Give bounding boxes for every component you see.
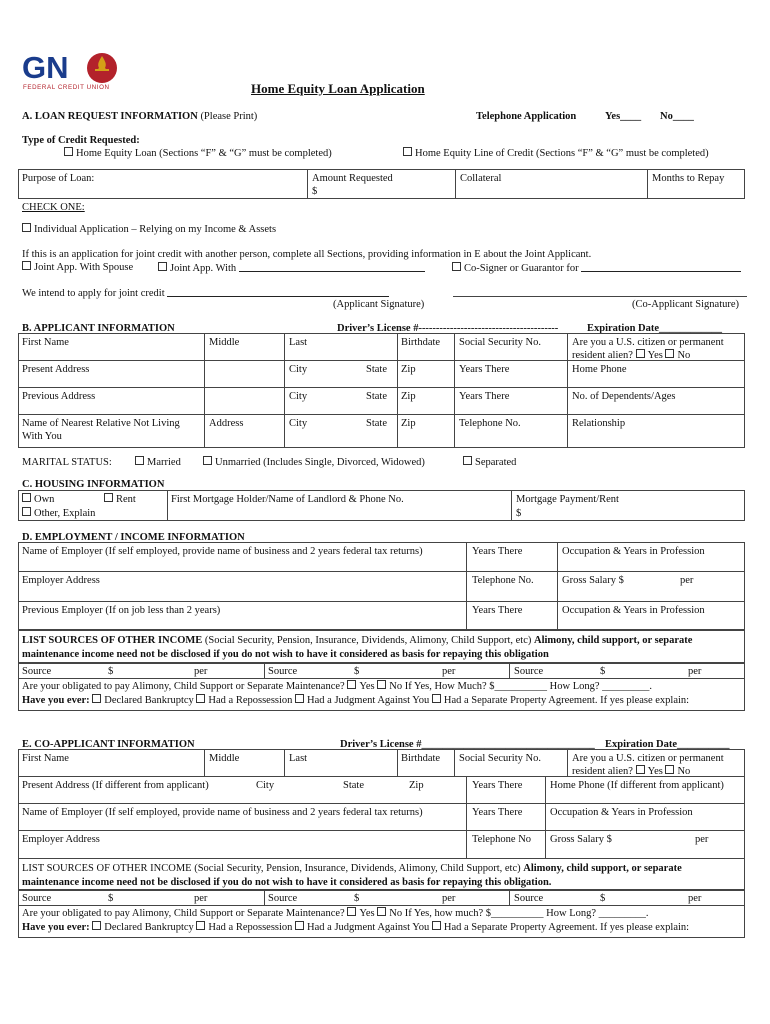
co-birthdate-field[interactable]: Birthdate bbox=[401, 753, 441, 764]
telephone-app-no[interactable]: No____ bbox=[660, 111, 694, 122]
checkbox-icon[interactable] bbox=[377, 907, 386, 916]
checkbox-icon[interactable] bbox=[432, 921, 441, 930]
option-joint-spouse[interactable]: Joint App. With Spouse bbox=[22, 261, 133, 274]
co-zip-field[interactable]: Zip bbox=[409, 780, 424, 791]
amount-dollar: $ bbox=[312, 186, 318, 197]
income-source-3-per: per bbox=[688, 666, 702, 677]
income-source-2-dollar: $ bbox=[354, 666, 360, 677]
checkbox-icon[interactable] bbox=[665, 349, 674, 358]
occupation-field[interactable]: Occupation & Years in Profession bbox=[562, 546, 705, 557]
svg-text:FEDERAL CREDIT UNION: FEDERAL CREDIT UNION bbox=[23, 84, 110, 91]
drivers-license-field[interactable]: Driver’s License #---------------------------------------- bbox=[337, 323, 559, 334]
months-to-repay-field[interactable]: Months to Repay bbox=[652, 173, 725, 184]
option-cosigner[interactable]: Co-Signer or Guarantor for bbox=[452, 261, 741, 275]
checkbox-icon[interactable] bbox=[377, 680, 386, 689]
income-source-2-per: per bbox=[442, 666, 456, 677]
checkbox-icon[interactable] bbox=[295, 694, 304, 703]
prev-occupation-field[interactable]: Occupation & Years in Profession bbox=[562, 605, 705, 616]
checkbox-icon[interactable] bbox=[636, 349, 645, 358]
option-rent[interactable]: Rent bbox=[104, 493, 136, 506]
prev-state-field[interactable]: State bbox=[366, 391, 387, 402]
checkbox-icon[interactable] bbox=[158, 262, 167, 271]
checkbox-icon[interactable] bbox=[432, 694, 441, 703]
mortgage-dollar: $ bbox=[516, 508, 522, 519]
co-income-source-1[interactable]: Source bbox=[22, 893, 52, 904]
birthdate-field[interactable]: Birthdate bbox=[401, 337, 441, 348]
relationship-field[interactable]: Relationship bbox=[572, 418, 626, 429]
section-a-heading: A. LOAN REQUEST INFORMATION (Please Print) bbox=[22, 111, 258, 122]
other-income-note: LIST SOURCES OF OTHER INCOME (Social Security, Pension, Insurance, Dividends, Alimony, Child Support, etc) Alimony, child support, or separate bbox=[22, 635, 693, 646]
telephone-application-label: Telephone Application bbox=[476, 111, 577, 122]
checkbox-icon[interactable] bbox=[347, 680, 356, 689]
income-source-1-dollar: $ bbox=[108, 666, 114, 677]
prev-city-field[interactable]: City bbox=[289, 391, 308, 402]
co-income-source-1-per: per bbox=[194, 893, 208, 904]
intend-joint-credit: We intend to apply for joint credit bbox=[22, 286, 389, 300]
income-sources-row bbox=[18, 663, 745, 679]
coapplicant-signature-label: (Co-Applicant Signature) bbox=[632, 299, 740, 310]
co-gross-salary-per: per bbox=[695, 834, 709, 845]
co-expiration-date-field[interactable]: Expiration Date__________ bbox=[605, 739, 730, 750]
co-state-field[interactable]: State bbox=[343, 780, 364, 791]
co-income-source-1-dollar: $ bbox=[108, 893, 114, 904]
gno-logo bbox=[22, 50, 122, 92]
checkbox-icon[interactable] bbox=[22, 223, 31, 232]
gross-salary-per: per bbox=[680, 575, 694, 586]
relative-zip-field[interactable]: Zip bbox=[401, 418, 416, 429]
checkbox-icon[interactable] bbox=[463, 456, 472, 465]
co-telephone-field[interactable]: Telephone No bbox=[472, 834, 532, 845]
state-field[interactable]: State bbox=[366, 364, 387, 375]
citizen-question: Are you a U.S. citizen or permanent bbox=[572, 337, 724, 348]
section-d-heading: D. EMPLOYMENT / INCOME INFORMATION bbox=[22, 532, 245, 543]
prev-years-there-field[interactable]: Years There bbox=[459, 391, 510, 402]
co-ssn-field[interactable]: Social Security No. bbox=[459, 753, 541, 764]
income-source-3-dollar: $ bbox=[600, 666, 606, 677]
co-last-name-field[interactable]: Last bbox=[289, 753, 308, 764]
emp-telephone-field[interactable]: Telephone No. bbox=[472, 575, 534, 586]
prev-zip-field[interactable]: Zip bbox=[401, 391, 416, 402]
svg-text:GN: GN bbox=[22, 50, 69, 85]
co-income-sources-row bbox=[18, 890, 745, 906]
relative-state-field[interactable]: State bbox=[366, 418, 387, 429]
collateral-field[interactable]: Collateral bbox=[460, 173, 502, 184]
option-home-equity-line[interactable]: Home Equity Line of Credit (Sections “F” & “G” must be completed) bbox=[403, 147, 709, 160]
checkbox-icon[interactable] bbox=[403, 147, 412, 156]
option-joint-with[interactable]: Joint App. With bbox=[158, 261, 425, 275]
marital-status-label: MARITAL STATUS: bbox=[22, 457, 112, 468]
relative-telephone-field[interactable]: Telephone No. bbox=[459, 418, 521, 429]
gross-salary-field[interactable]: Gross Salary $ bbox=[562, 575, 624, 586]
joint-instructions: If this is an application for joint credit with another person, complete all Sections, providing information in E about the Joint Applicant. bbox=[22, 249, 592, 260]
co-income-source-2-dollar: $ bbox=[354, 893, 360, 904]
section-e-heading: E. CO-APPLICANT INFORMATION bbox=[22, 739, 195, 750]
relative-address-field[interactable]: Address bbox=[209, 418, 244, 429]
option-unmarried[interactable]: Unmarried (Includes Single, Divorced, Widowed) bbox=[203, 456, 425, 469]
income-source-3[interactable]: Source bbox=[514, 666, 544, 677]
co-home-phone-field[interactable]: Home Phone (If different from applicant) bbox=[550, 780, 724, 791]
option-separated[interactable]: Separated bbox=[463, 456, 516, 469]
years-there-field[interactable]: Years There bbox=[459, 364, 510, 375]
co-citizen-question: Are you a U.S. citizen or permanent bbox=[572, 753, 724, 764]
co-employer-address-field[interactable]: Employer Address bbox=[22, 834, 100, 845]
checkbox-icon[interactable] bbox=[64, 147, 73, 156]
previous-employer-field[interactable]: Previous Employer (If on job less than 2 years) bbox=[22, 605, 221, 616]
income-source-1-per: per bbox=[194, 666, 208, 677]
type-of-credit-label: Type of Credit Requested: bbox=[22, 135, 140, 146]
obligation-question[interactable]: Are your obligated to pay Alimony, Child Support or Separate Maintenance? Yes No If Yes, How Much? $__________ How Long? _________. bbox=[22, 681, 653, 692]
nearest-relative-field[interactable]: Name of Nearest Relative Not Living bbox=[22, 418, 180, 429]
co-have-you-ever-row[interactable]: Have you ever: Declared Bankruptcy Had a Repossession Had a Judgment Against You Had a Separate Property Agreement. If yes please explain: bbox=[22, 922, 690, 933]
co-income-source-2-per: per bbox=[442, 893, 456, 904]
co-other-income-note: LIST SOURCES OF OTHER INCOME (Social Security, Pension, Insurance, Dividends, Alimony, Child Support, etc) Alimony, child support, or separate bbox=[22, 863, 682, 874]
co-city-field[interactable]: City bbox=[256, 780, 275, 791]
checkbox-icon[interactable] bbox=[22, 507, 31, 516]
employer-address-field[interactable]: Employer Address bbox=[22, 575, 100, 586]
option-own[interactable]: Own bbox=[22, 493, 54, 506]
middle-name-field[interactable]: Middle bbox=[209, 337, 240, 348]
income-source-1[interactable]: Source bbox=[22, 666, 52, 677]
co-drivers-license-field[interactable]: Driver’s License #_________________________________ bbox=[340, 739, 595, 750]
option-married[interactable]: Married bbox=[135, 456, 181, 469]
mortgage-holder-field[interactable]: First Mortgage Holder/Name of Landlord & Phone No. bbox=[171, 494, 404, 505]
co-first-name-field[interactable]: First Name bbox=[22, 753, 69, 764]
co-income-source-3-per: per bbox=[688, 893, 702, 904]
option-individual[interactable]: Individual Application – Relying on my Income & Assets bbox=[22, 223, 276, 236]
checkbox-icon[interactable] bbox=[452, 262, 461, 271]
telephone-app-yes[interactable]: Yes____ bbox=[605, 111, 642, 122]
co-obligation-question[interactable]: Are your obligated to pay Alimony, Child Support or Separate Maintenance? Yes No If Yes, how much? $__________ How Long? _________. bbox=[22, 908, 649, 919]
emp-years-there-field[interactable]: Years There bbox=[472, 546, 523, 557]
co-middle-name-field[interactable]: Middle bbox=[209, 753, 240, 764]
section-b-heading: B. APPLICANT INFORMATION bbox=[22, 323, 175, 334]
first-name-field[interactable]: First Name bbox=[22, 337, 69, 348]
checkbox-icon[interactable] bbox=[196, 921, 205, 930]
co-other-income-note-line2: maintenance income need not be disclosed if you do not wish to have it considered as basis for repaying this obligation. bbox=[22, 877, 552, 888]
checkbox-icon[interactable] bbox=[665, 765, 674, 774]
zip-field[interactable]: Zip bbox=[401, 364, 416, 375]
option-home-equity-loan[interactable]: Home Equity Loan (Sections “F” & “G” must be completed) bbox=[64, 147, 332, 160]
checkbox-icon[interactable] bbox=[347, 907, 356, 916]
citizen-answer[interactable]: resident alien? Yes No bbox=[572, 350, 691, 361]
co-citizen-answer[interactable]: resident alien? Yes No bbox=[572, 766, 691, 777]
checkbox-icon[interactable] bbox=[22, 261, 31, 270]
ssn-field[interactable]: Social Security No. bbox=[459, 337, 541, 348]
co-income-source-2[interactable]: Source bbox=[268, 893, 298, 904]
checkbox-icon[interactable] bbox=[636, 765, 645, 774]
other-income-note-line2: maintenance income need not be disclosed if you do not wish to have it considered as basis for repaying this obligation bbox=[22, 649, 549, 660]
checkbox-icon[interactable] bbox=[203, 456, 212, 465]
checkbox-icon[interactable] bbox=[92, 921, 101, 930]
checkbox-icon[interactable] bbox=[104, 493, 113, 502]
relative-city-field[interactable]: City bbox=[289, 418, 308, 429]
prev-emp-years-there-field[interactable]: Years There bbox=[472, 605, 523, 616]
have-you-ever-row[interactable]: Have you ever: Declared Bankruptcy Had a Repossession Had a Judgment Against You Had a Separate Property Agreement. If yes please explain: bbox=[22, 695, 690, 706]
purpose-of-loan-field[interactable]: Purpose of Loan: bbox=[22, 173, 95, 184]
co-income-source-3-dollar: $ bbox=[600, 893, 606, 904]
option-other[interactable]: Other, Explain bbox=[22, 507, 95, 520]
checkbox-icon[interactable] bbox=[295, 921, 304, 930]
co-income-source-3[interactable]: Source bbox=[514, 893, 544, 904]
checkbox-icon[interactable] bbox=[92, 694, 101, 703]
dependents-field[interactable]: No. of Dependents/Ages bbox=[572, 391, 676, 402]
co-emp-years-there-field[interactable]: Years There bbox=[472, 807, 523, 818]
amount-requested-field[interactable]: Amount Requested bbox=[312, 173, 393, 184]
section-c-heading: C. HOUSING INFORMATION bbox=[22, 479, 165, 490]
co-gross-salary-field[interactable]: Gross Salary $ bbox=[550, 834, 612, 845]
last-name-field[interactable]: Last bbox=[289, 337, 308, 348]
co-years-there-field[interactable]: Years There bbox=[472, 780, 523, 791]
employer-name-field[interactable]: Name of Employer (If self employed, provide name of business and 2 years federal tax returns) bbox=[22, 546, 423, 557]
nearest-relative-line2: With You bbox=[22, 431, 62, 442]
checkbox-icon[interactable] bbox=[135, 456, 144, 465]
mortgage-payment-field[interactable]: Mortgage Payment/Rent bbox=[516, 494, 619, 505]
co-present-address-field[interactable]: Present Address (If different from applicant) bbox=[22, 780, 209, 791]
gno-logo-graphic bbox=[22, 50, 122, 92]
form-title: Home Equity Loan Application bbox=[251, 81, 425, 96]
present-address-field[interactable]: Present Address bbox=[22, 364, 90, 375]
city-field[interactable]: City bbox=[289, 364, 308, 375]
check-one-label: CHECK ONE: bbox=[22, 202, 85, 213]
co-occupation-field[interactable]: Occupation & Years in Profession bbox=[550, 807, 693, 818]
checkbox-icon[interactable] bbox=[22, 493, 31, 502]
expiration-date-field[interactable]: Expiration Date____________ bbox=[587, 323, 723, 334]
income-source-2[interactable]: Source bbox=[268, 666, 298, 677]
home-phone-field[interactable]: Home Phone bbox=[572, 364, 627, 375]
co-employer-name-field[interactable]: Name of Employer (If self employed, provide name of business and 2 years federal tax returns) bbox=[22, 807, 423, 818]
previous-address-field[interactable]: Previous Address bbox=[22, 391, 96, 402]
checkbox-icon[interactable] bbox=[196, 694, 205, 703]
coapplicant-signature-line[interactable] bbox=[453, 296, 747, 297]
applicant-signature-label: (Applicant Signature) bbox=[333, 299, 425, 310]
